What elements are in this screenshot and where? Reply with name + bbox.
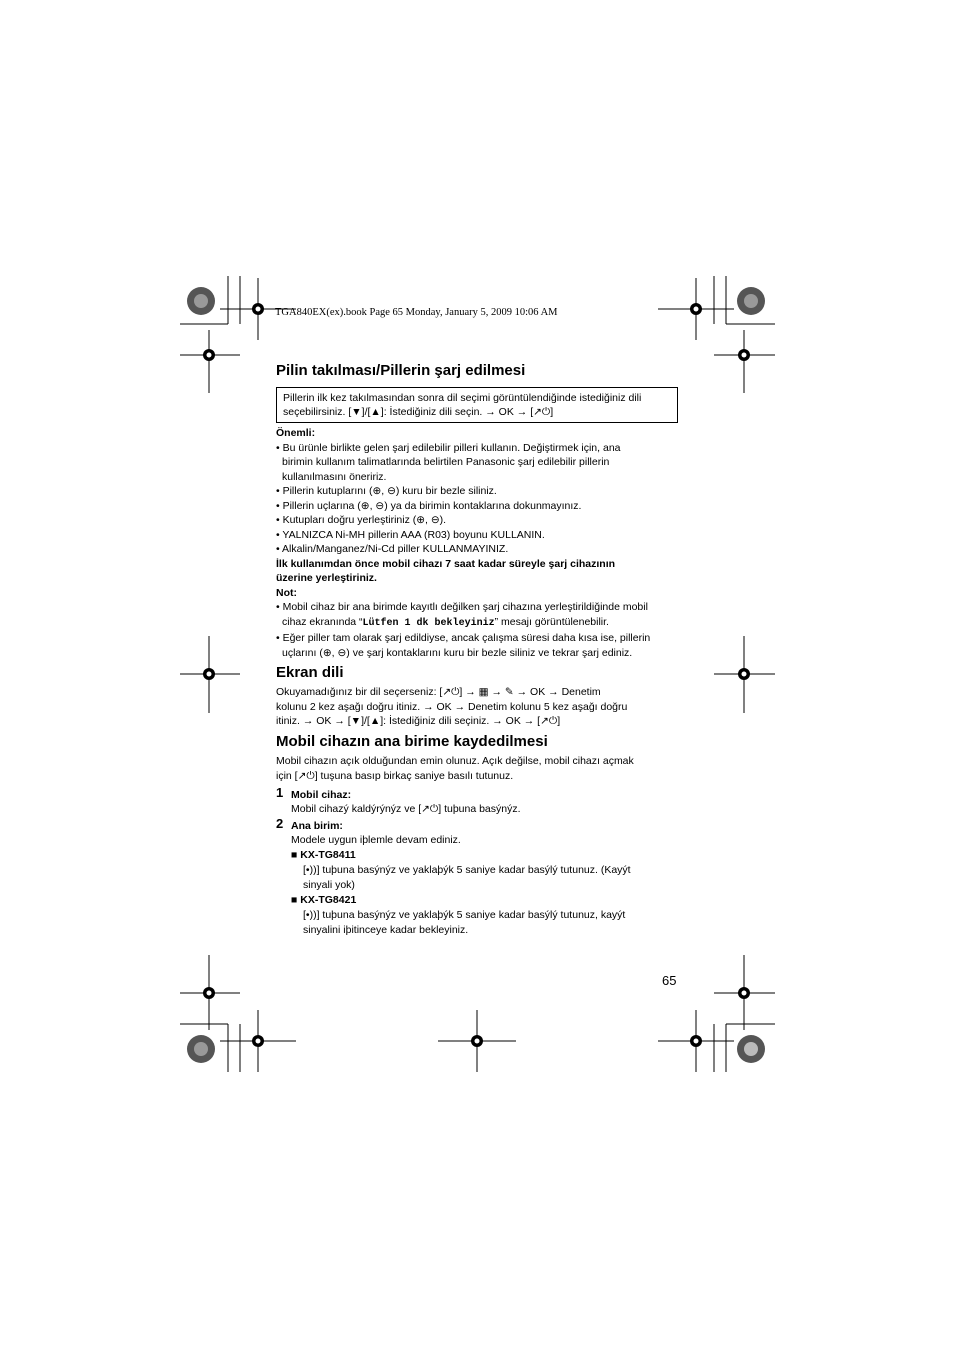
charge-instruction: İlk kullanımdan önce mobil cihazı 7 saat kadar süreyle şarj cihazının	[276, 557, 616, 570]
bullet-6: • Alkalin/Manganez/Ni-Cd piller KULLANMAYINIZ.	[276, 543, 509, 555]
model-2-line-1: [•))] tuþuna basýnýz ve yaklaþýk 5 saniye kadar basýlý tutunuz, kayýt	[303, 909, 626, 921]
display-message: Lütfen 1 dk bekleyiniz	[362, 617, 495, 629]
section-title-registration: Mobil cihazın ana birime kaydedilmesi	[276, 733, 548, 750]
model-1-title: ■ KX-TG8411	[291, 849, 356, 861]
bullet-5: • YALNIZCA Ni-MH pillerin AAA (R03) boyunu KULLANIN.	[276, 528, 545, 541]
lang-line-3: itiniz. → OK → [▼]/[▲]: İstediğiniz dili seçiniz. → OK → [↗⏻]	[276, 715, 561, 727]
reg-intro-1: Mobil cihazın açık olduğundan emin olunuz. Açık değilse, mobil cihazı açmak	[276, 755, 634, 767]
section-title-battery: Pilin takılması/Pillerin şarj edilmesi	[276, 362, 526, 379]
model-2-line-2: sinyalini iþitinceye kadar bekleyiniz.	[303, 923, 469, 936]
step-2-number: 2	[276, 816, 284, 831]
registration-body	[276, 754, 634, 783]
lang-line-1: Okuyamadığınız bir dil seçerseniz: [↗⏻] → ▦ → ✎ → OK → Denetim	[276, 686, 601, 698]
note-2-cont: uçlarını (⊕, ⊖) ve şarj kontaklarını kuru bir bezle siliniz ve tekrar şarj ediniz.	[282, 646, 633, 659]
battery-body	[276, 426, 650, 660]
model-1-text	[303, 863, 631, 892]
model-1-line-1: [•))] tuþuna basýnýz ve yaklaþýk 5 saniye kadar basýlý tutunuz. (Kayýt	[303, 864, 631, 876]
book-header: TGA840EX(ex).book Page 65 Monday, January 5, 2009 10:06 AM	[275, 307, 558, 318]
note-1-cont	[276, 615, 650, 632]
note-label: Not:	[276, 586, 297, 599]
model-1-line-2: sinyali yok)	[303, 878, 355, 891]
step-1-text: Mobil cihazý kaldýrýnýz ve [↗⏻] tuþuna basýnýz.	[291, 803, 521, 815]
display-language-body	[276, 685, 627, 729]
box-line-1: Pillerin ilk kez takılmasından sonra dil seçimi görüntülendiğinde istediğiniz dili	[283, 392, 642, 404]
bullet-3: • Pillerin uçlarına (⊕, ⊖) ya da birimin kontaklarına dokunmayınız.	[276, 499, 582, 512]
step-2-text: Modele uygun iþlemle devam ediniz.	[291, 834, 461, 846]
important-label: Önemli:	[276, 427, 316, 439]
step-1-title: Mobil cihaz:	[291, 789, 352, 801]
bullet-1-cont2: kullanılmasını öneririz.	[282, 470, 387, 483]
section-title-display-language: Ekran dili	[276, 664, 344, 681]
step-1-number: 1	[276, 785, 284, 800]
reg-intro-2: için [↗⏻] tuşuna basıp birkaç saniye basılı tutunuz.	[276, 769, 514, 782]
note-2: • Eğer piller tam olarak şarj edildiyse, ancak çalışma süresi daha kısa ise, pillerin	[276, 632, 651, 644]
bullet-1-cont: birimin kullanım talimatlarında belirtilen Panasonic şarj edilebilir pillerin	[282, 456, 610, 468]
note-1: • Mobil cihaz bir ana birimde kayıtlı değilken şarj cihazına yerleştirildiğinde mobil	[276, 601, 648, 613]
language-info-box	[276, 387, 678, 423]
lang-line-2: kolunu 2 kez aşağı doğru itiniz. → OK → Denetim kolunu 5 kez aşağı doğru	[276, 700, 628, 713]
model-2-text	[303, 908, 625, 937]
note-1-pre: cihaz ekranında “	[282, 615, 363, 628]
bullet-1: • Bu ürünle birlikte gelen şarj edilebilir pilleri kullanın. Değiştirmek için, ana	[276, 441, 621, 454]
model-2-title: ■ KX-TG8421	[291, 894, 357, 906]
bullet-2: • Pillerin kutuplarını (⊕, ⊖) kuru bir bezle siliniz.	[276, 485, 497, 497]
step-2-title: Ana birim:	[291, 820, 343, 832]
note-1-post: ” mesajı görüntülenebilir.	[494, 615, 609, 628]
charge-instruction-cont: üzerine yerleştiriniz.	[276, 572, 377, 584]
page-number: 65	[662, 973, 677, 988]
bullet-4: • Kutupları doğru yerleştiriniz (⊕, ⊖).	[276, 514, 447, 526]
box-line-2: seçebilirsiniz. [▼]/[▲]: İstediğiniz dili seçin. → OK → [↗⏻]	[283, 406, 554, 418]
